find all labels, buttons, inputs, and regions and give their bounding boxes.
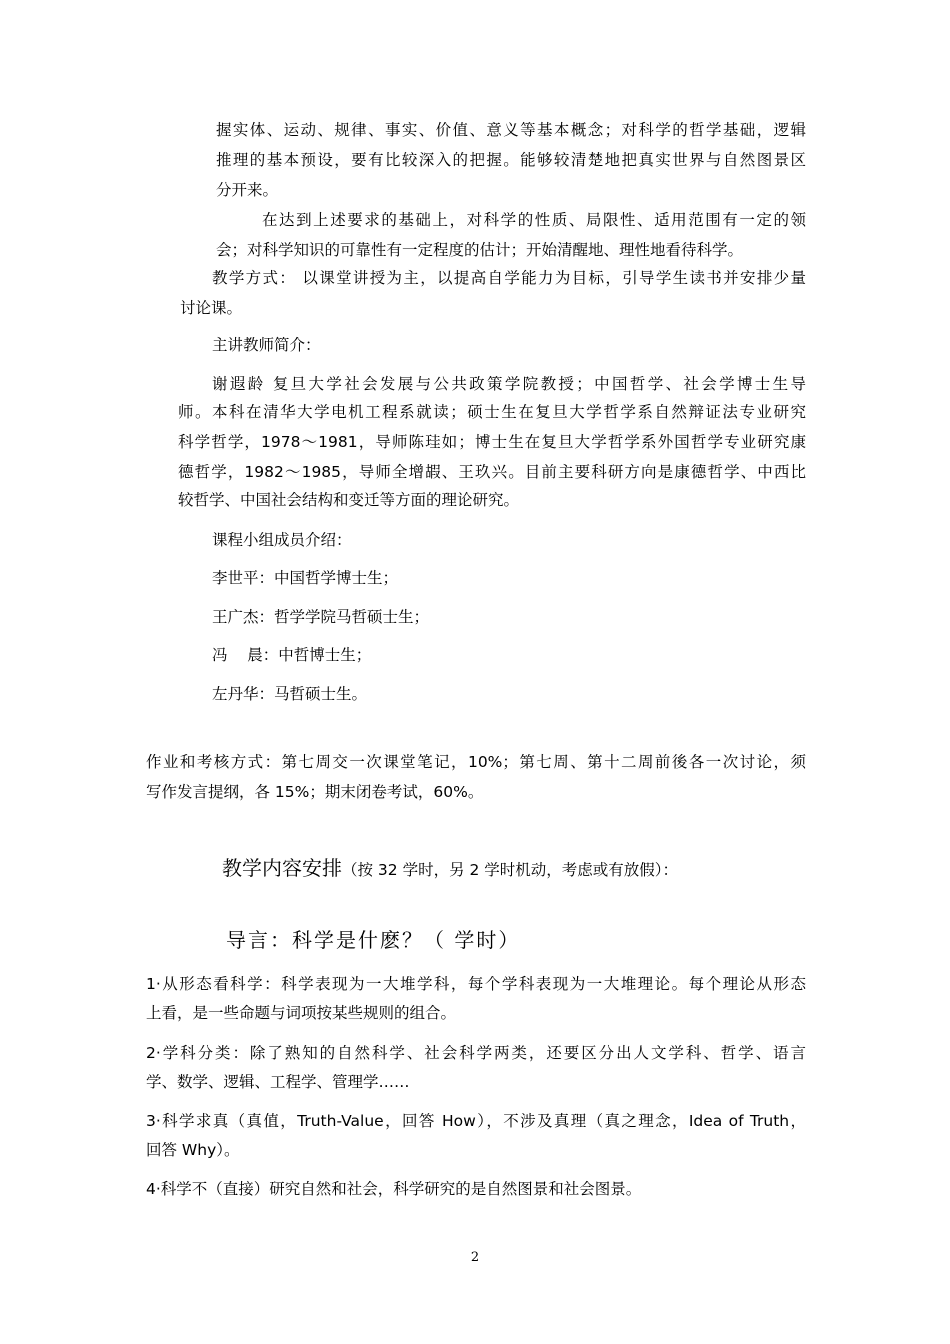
team-member: 李世平：中国哲学博士生； — [212, 569, 399, 587]
page-number: 2 — [470, 1250, 480, 1265]
instructor-heading: 主讲教师简介： — [212, 336, 321, 354]
teaching-method-line-2: 讨论课。 — [180, 299, 243, 317]
instructor-line-3: 科学哲学，1978～1981，导师陈珪如；博士生在复旦大学哲学系外国哲学专业研究康 — [178, 433, 806, 451]
team-member: 左丹华：马哲硕士生。 — [212, 685, 368, 703]
instructor-line-4: 德哲学，1982～1985，导师全增嘏、王玖兴。目前主要科研方向是康德哲学、中西比 — [178, 463, 806, 481]
point-4-line-1: 4·科学不（直接）研究自然和社会，科学研究的是自然图景和社会图景。 — [146, 1180, 642, 1198]
schedule-note: （按 32 学时，另 2 学时机动，考虑或有放假）： — [342, 861, 679, 879]
point-2-line-1: 2·学科分类：除了熟知的自然科学、社会科学两类，还要区分出人文学科、哲学、语言 — [146, 1044, 806, 1062]
point-2-line-2: 学、数学、逻辑、工程学、管理学…… — [146, 1073, 410, 1091]
instructor-line-1: 谢遐龄 复旦大学社会发展与公共政策学院教授；中国哲学、社会学博士生导 — [212, 375, 806, 393]
instructor-line-5: 较哲学、中国社会结构和变迁等方面的理论研究。 — [178, 491, 520, 509]
schedule-title: 教学内容安排 — [222, 856, 342, 880]
team-member: 王广杰：哲学学院马哲硕士生； — [212, 608, 430, 626]
requirements-line-3: 分开来。 — [216, 181, 279, 199]
point-3-line-2: 回答 Why）。 — [146, 1141, 240, 1159]
instructor-line-2: 师。本科在清华大学电机工程系就读；硕士生在复旦大学哲学系自然辩证法专业研究 — [178, 403, 806, 421]
requirements-line-1: 握实体、运动、规律、事实、价值、意义等基本概念；对科学的哲学基础，逻辑 — [216, 121, 806, 139]
requirements-line-5: 会；对科学知识的可靠性有一定程度的估计；开始清醒地、理性地看待科学。 — [216, 241, 744, 259]
requirements-line-2: 推理的基本预设，要有比较深入的把握。能够较清楚地把真实世界与自然图景区 — [216, 151, 806, 169]
teaching-method-line-1: 教学方式： 以课堂讲授为主，以提高自学能力为目标，引导学生读书并安排少量 — [212, 269, 806, 287]
team-member: 冯 晨：中哲博士生； — [212, 646, 372, 664]
requirements-line-4: 在达到上述要求的基础上，对科学的性质、局限性、适用范围有一定的领 — [262, 211, 806, 229]
schedule-heading — [222, 852, 678, 881]
assessment-line-2: 写作发言提纲，各 15%；期末闭卷考试，60%。 — [146, 783, 484, 801]
point-3-line-1: 3·科学求真（真值，Truth-Value，回答 How），不涉及真理（真之理念，Idea of Truth， — [146, 1112, 806, 1130]
point-1-line-1: 1·从形态看科学：科学表现为一大堆学科，每个学科表现为一大堆理论。每个理论从形态 — [146, 975, 806, 993]
intro-heading: 导言：科学是什麽？（ 学时） — [226, 928, 521, 952]
assessment-line-1: 作业和考核方式：第七周交一次课堂笔记，10%；第七周、第十二周前後各一次讨论，须 — [146, 753, 806, 771]
team-heading: 课程小组成员介绍： — [212, 531, 352, 549]
point-1-line-2: 上看，是一些命题与词项按某些规则的组合。 — [146, 1004, 457, 1022]
